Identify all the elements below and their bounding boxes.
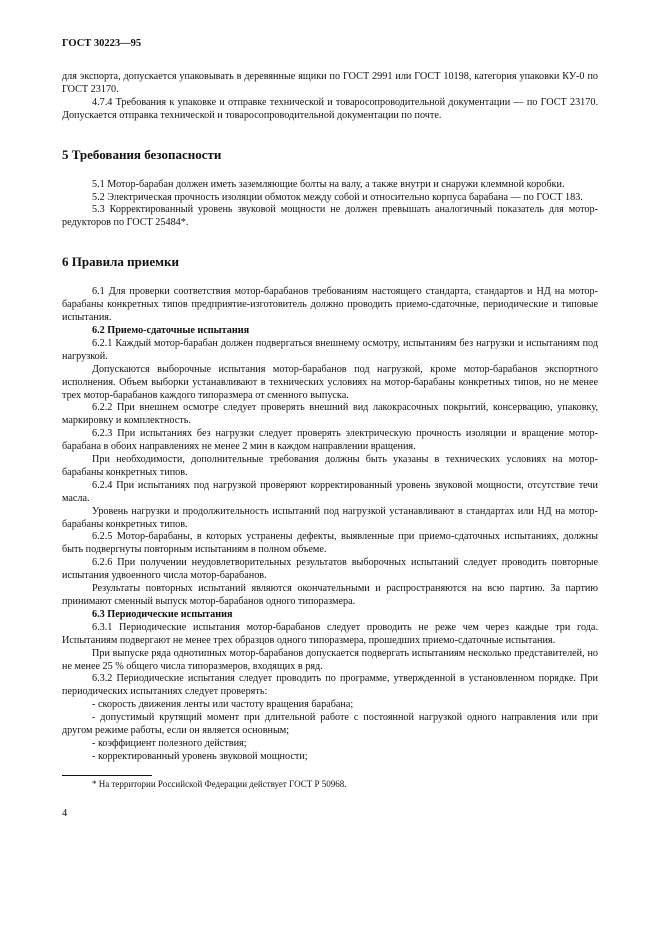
paragraph: 6.2.6 При получении неудовлетворительных результатов выборочных испытаний следует проводить повторные испытания удвоенного числа мотор-барабанов. <box>62 557 598 582</box>
page-number: 4 <box>62 807 68 819</box>
paragraph: 6.2.2 При внешнем осмотре следует проверять внешний вид лакокрасочных покрытий, консервацию, упаковку, маркировку и комплектность. <box>62 402 598 427</box>
section-5-title: 5 Требования безопасности <box>62 146 222 162</box>
paragraph: Допускаются выборочные испытания мотор-барабанов под нагрузкой, кроме мотор-барабанов экспортного исполнения. Объем выборки устанавливают в технических условиях на мотор-барабаны конкретных типов, но не менее трех мотор-барабанов каждого типоразмера от сменного выпуска. <box>62 363 598 401</box>
footnote-divider <box>62 775 152 776</box>
footnote: * На территории Российской Федерации действует ГОСТ Р 50968. <box>92 778 347 789</box>
list-item: - корректированный уровень звуковой мощности; <box>92 750 308 762</box>
paragraph: 5.3 Корректированный уровень звуковой мощности не должен превышать аналогичный показатель для мотор-редукторов по ГОСТ 25484*. <box>62 204 598 229</box>
paragraph: 6.2.1 Каждый мотор-барабан должен подвергаться внешнему осмотру, испытаниям без нагрузки и испытаниям под нагрузкой. <box>62 337 598 362</box>
paragraph: При выпуске ряда однотипных мотор-барабанов допускается подвергать испытаниям несколько представителей, но не менее 25 % общего числа типоразмеров, входящих в ряд. <box>62 647 598 672</box>
paragraph: 6.2.3 При испытаниях без нагрузки следует проверять электрическую прочность изоляции и вращение мотор-барабана в обоих направлениях не менее 2 мин в каждом направлении вращения. <box>62 428 598 453</box>
list-item: - допустимый крутящий момент при длительной работе с постоянной нагрузкой одного направления или при другом режиме работы, если он является основным; <box>62 712 598 737</box>
subsection-6-2-title: 6.2 Приемо-сдаточные испытания <box>92 324 250 336</box>
paragraph: 5.2 Электрическая прочность изоляции обмоток между собой и относительно корпуса барабана — по ГОСТ 183. <box>92 191 583 203</box>
paragraph: 4.7.4 Требования к упаковке и отправке технической и товаросопроводительной документации — по ГОСТ 23170. Допускается отправка технической и товаросопроводительной документации по почте. <box>62 96 598 121</box>
paragraph: При необходимости, дополнительные требования должны быть указаны в технических условиях на мотор-барабаны конкретных типов. <box>62 454 598 478</box>
paragraph: 6.3.1 Периодические испытания мотор-барабанов следует проводить не реже чем через каждые три года. Испытаниям подвергают не менее трех образцов одного типоразмера, прошедших приемо-сдаточные испытания. <box>62 621 598 646</box>
paragraph: Результаты повторных испытаний являются окончательными и распространяются на всю партию. За партию принимают сменный выпуск мотор-барабанов одного типоразмера. <box>62 583 598 607</box>
paragraph: 6.2.4 При испытаниях под нагрузкой проверяют корректированный уровень звуковой мощности, отсутствие течи масла. <box>62 479 598 504</box>
list-item: - коэффициент полезного действия; <box>92 737 247 749</box>
subsection-6-3-title: 6.3 Периодические испытания <box>92 608 233 620</box>
list-item: - скорость движения ленты или частоту вращения барабана; <box>92 699 354 711</box>
paragraph: Уровень нагрузки и продолжительность испытаний под нагрузкой устанавливают в стандартах или НД на мотор-барабаны конкретных типов. <box>62 505 598 530</box>
paragraph: для экспорта, допускается упаковывать в деревянные ящики по ГОСТ 2991 или ГОСТ 10198, категория упаковки КУ-0 по ГОСТ 23170. <box>62 71 598 95</box>
running-header: ГОСТ 30223—95 <box>62 38 142 49</box>
paragraph: 6.1 Для проверки соответствия мотор-барабанов требованиям настоящего стандарта, стандартов и НД на мотор-барабаны конкретных типов предприятие-изготовитель должно проводить приемо-сдаточные, периодические и типовые испытания. <box>62 286 598 324</box>
paragraph: 6.2.5 Мотор-барабаны, в которых устранены дефекты, выявленные при приемо-сдаточных испытаниях, должны быть подвергнуты повторным испытаниям в полном объеме. <box>62 531 598 556</box>
document-page <box>62 38 598 819</box>
section-6-title: 6 Правила приемки <box>62 254 179 270</box>
paragraph: 6.3.2 Периодические испытания следует проводить по программе, утвержденной в установленном порядке. При периодических испытаниях следует проверять: <box>62 673 598 698</box>
paragraph: 5.1 Мотор-барабан должен иметь заземляющие болты на валу, а также внутри и снаружи клеммной коробки. <box>92 178 565 190</box>
